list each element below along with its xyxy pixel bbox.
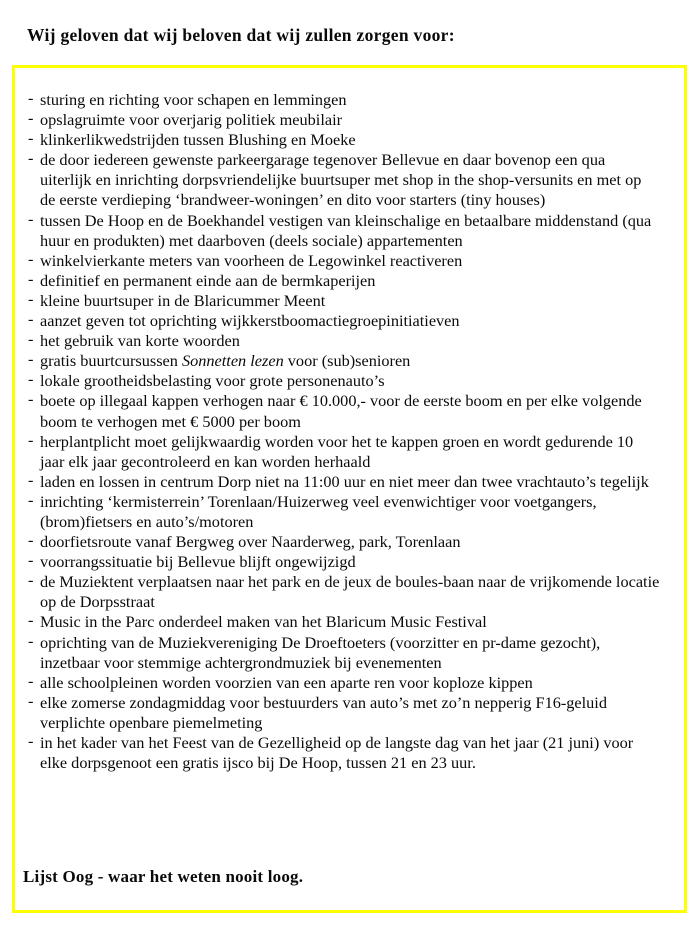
dash-bullet: - — [28, 248, 34, 268]
list-item-text: aanzet geven tot oprichting wijkkerstboomactiegroepinitiatieven — [40, 311, 460, 331]
list-item — [28, 371, 660, 391]
dash-bullet: - — [28, 128, 34, 148]
list-item — [28, 630, 660, 673]
list-item-text: alle schoolpleinen worden voorzien van een aparte ren voor koploze kippen — [40, 672, 533, 692]
list-item — [28, 489, 660, 532]
list-item-text: voorrangssituatie bij Bellevue blijft ongewijzigd — [40, 552, 356, 572]
dash-bullet: - — [28, 570, 34, 590]
list-item-text: elke zomerse zondagmiddag voor bestuurders van auto’s met zo’n nepperig F16-geluid verplichte openbare piemelmeting — [40, 692, 607, 732]
list-item — [28, 351, 660, 371]
list-item-text: oprichting van de Muziekvereniging De Droeftoeters (voorzitter en pr-dame gezocht), inzetbaar voor stemmige achtergrondmuziek bij evenementen — [40, 632, 601, 672]
dash-bullet: - — [28, 389, 34, 409]
list-item — [28, 391, 660, 431]
list-item-text: de Muziektent verplaatsen naar het park en de jeux de boules-baan naar de vrijkomende locatie op de Dorpsstraat — [40, 572, 660, 612]
list-item-text: boete op illegaal kappen verhogen naar € 10.000,- voor de eerste boom en per elke volgende boom te verhogen met € 5000 per boom — [40, 391, 642, 431]
dash-bullet: - — [28, 369, 34, 389]
list-item-text: inrichting ‘kermisterrein’ Torenlaan/Huizerweg veel evenwichtiger voor voetgangers, (brom)fietsers en auto’s/motoren — [40, 491, 597, 531]
list-item — [28, 288, 660, 311]
list-item-text: doorfietsroute vanaf Bergweg over Naarderweg, park, Torenlaan — [40, 532, 461, 552]
list-item — [28, 150, 660, 210]
list-item-text: opslagruimte voor overjarig politiek meubilair — [40, 110, 343, 130]
list-item-text: sturing en richting voor schapen en lemmingen — [40, 90, 347, 109]
dash-bullet: - — [28, 670, 34, 690]
list-item — [28, 110, 660, 130]
list-item-text: Music in the Parc onderdeel maken van het Blaricum Music Festival — [40, 612, 487, 632]
promise-box — [12, 65, 687, 913]
dash-bullet: - — [28, 329, 34, 349]
dash-bullet: - — [28, 489, 34, 509]
dash-bullet: - — [28, 88, 34, 107]
list-item-text: in het kader van het Feest van de Gezelligheid op de langste dag van het jaar (21 juni) voor elke dorpsgenoot een gratis ijsco bij De Hoop, tussen 21 en 23 uur. — [40, 733, 634, 773]
list-item — [28, 268, 660, 291]
list-item — [28, 469, 660, 492]
dash-bullet: - — [28, 349, 34, 369]
list-item — [28, 130, 660, 150]
dash-bullet: - — [28, 309, 34, 329]
dash-bullet: - — [28, 208, 34, 228]
dash-bullet: - — [28, 469, 34, 489]
list-item — [28, 208, 660, 251]
list-item-text: laden en lossen in centrum Dorp niet na 11:00 uur en niet meer dan twee vrachtauto’s tegelijk — [40, 471, 649, 491]
list-item — [28, 532, 660, 552]
list-item-text: het gebruik van korte woorden — [40, 331, 240, 351]
list-item — [28, 690, 660, 733]
footer-slogan: Lijst Oog - waar het weten nooit loog. — [23, 867, 304, 886]
list-item-text: klinkerlikwedstrijden tussen Blushing en Moeke — [40, 130, 356, 150]
list-item — [28, 248, 660, 271]
list-item-text: gratis buurtcursussen Sonnetten lezen voor (sub)senioren — [40, 351, 411, 371]
dash-bullet: - — [28, 288, 34, 308]
dash-bullet: - — [28, 108, 34, 128]
dash-bullet: - — [28, 530, 34, 550]
dash-bullet: - — [28, 148, 34, 168]
list-item-text: winkelvierkante meters van voorheen de Legowinkel reactiveren — [40, 250, 463, 270]
promise-list — [28, 90, 660, 773]
dash-bullet: - — [28, 690, 34, 710]
list-item — [28, 552, 660, 572]
dash-bullet: - — [28, 610, 34, 630]
list-item — [28, 612, 660, 632]
list-item — [28, 670, 660, 693]
list-item — [28, 311, 660, 331]
list-item-text: definitief en permanent einde aan de bermkaperijen — [40, 270, 376, 290]
list-item-text: lokale grootheidsbelasting voor grote personenauto’s — [40, 371, 385, 391]
dash-bullet: - — [28, 429, 34, 449]
list-item — [28, 733, 660, 773]
dash-bullet: - — [28, 268, 34, 288]
dash-bullet: - — [28, 630, 34, 650]
list-item — [28, 331, 660, 351]
list-item — [28, 429, 660, 472]
list-item-text: de door iedereen gewenste parkeergarage tegenover Bellevue en daar bovenop een qua uiterlijk en inrichting dorpsvriendelijke buurtsuper met shop in the shop-versunits en met op de eerste verdieping ‘brandweer-woningen’ en dito voor starters (tiny houses) — [40, 150, 642, 210]
list-item-text: herplantplicht moet gelijkwaardig worden voor het te kappen groen en wordt gedurende 10 jaar elk jaar gecontroleerd en kan worden herhaald — [40, 431, 634, 471]
list-item-text: tussen De Hoop en de Boekhandel vestigen van kleinschalige en betaalbare middenstand (qua huur en produkten) met daarboven (deels sociale) appartementen — [40, 210, 652, 250]
dash-bullet: - — [28, 550, 34, 570]
list-item — [28, 90, 660, 110]
list-item-text: kleine buurtsuper in de Blaricummer Meent — [40, 290, 326, 310]
dash-bullet: - — [28, 731, 34, 750]
list-item — [28, 572, 660, 612]
page-title: Wij geloven dat wij beloven dat wij zullen zorgen voor: — [27, 25, 455, 45]
